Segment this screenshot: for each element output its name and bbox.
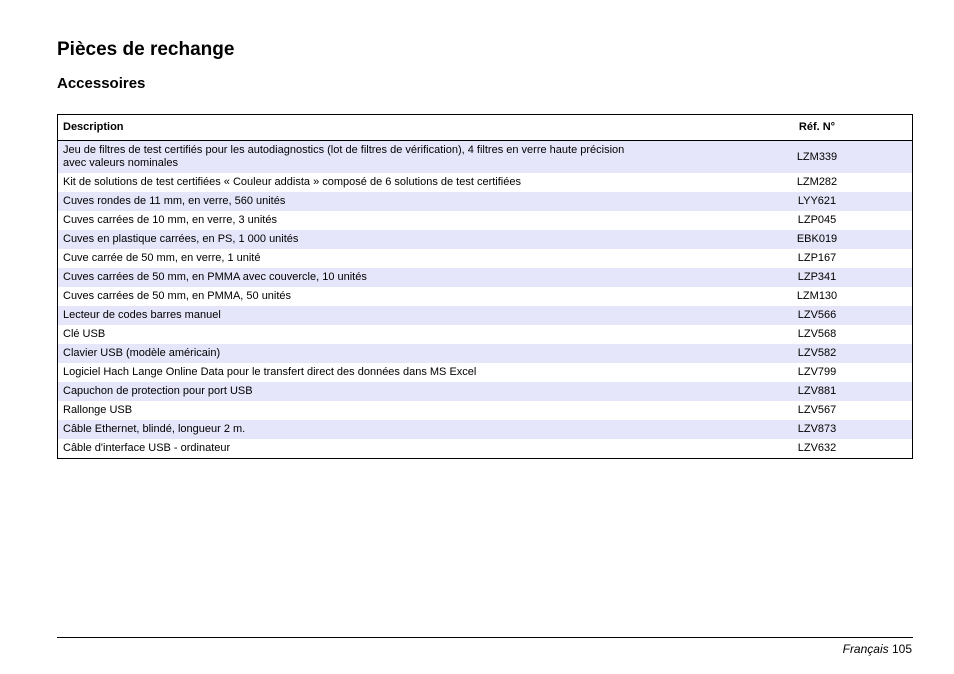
row-description: Câble Ethernet, blindé, longueur 2 m.	[58, 420, 723, 439]
row-ref: LZM282	[722, 173, 913, 192]
table-row	[58, 420, 913, 439]
row-description: Cuves carrées de 10 mm, en verre, 3 unités	[58, 211, 723, 230]
row-ref: LZM130	[722, 287, 913, 306]
column-header-ref: Réf. N°	[722, 115, 913, 141]
table-row	[58, 230, 913, 249]
row-ref: LZV566	[722, 306, 913, 325]
table-row	[58, 439, 913, 459]
table-row	[58, 287, 913, 306]
row-ref: LZV568	[722, 325, 913, 344]
table-row	[58, 268, 913, 287]
row-ref: EBK019	[722, 230, 913, 249]
footer-language: Français	[842, 642, 889, 656]
table-row	[58, 249, 913, 268]
table-row	[58, 344, 913, 363]
row-description: Kit de solutions de test certifiées « Couleur addista » composé de 6 solutions de test certifiées	[58, 173, 723, 192]
row-ref: LZM339	[722, 141, 913, 174]
column-header-description: Description	[58, 115, 723, 141]
row-description: Cuve carrée de 50 mm, en verre, 1 unité	[58, 249, 723, 268]
table-row	[58, 401, 913, 420]
row-ref: LZV632	[722, 439, 913, 459]
row-ref: LZV881	[722, 382, 913, 401]
row-ref: LZV873	[722, 420, 913, 439]
row-ref: LYY621	[722, 192, 913, 211]
table-header-row	[58, 115, 913, 141]
table-row	[58, 192, 913, 211]
table-row	[58, 211, 913, 230]
table-row	[58, 325, 913, 344]
section-title: Accessoires	[57, 75, 146, 92]
row-description: Cuves carrées de 50 mm, en PMMA, 50 unités	[58, 287, 723, 306]
row-description: Cuves carrées de 50 mm, en PMMA avec couvercle, 10 unités	[58, 268, 723, 287]
row-description: Câble d'interface USB - ordinateur	[58, 439, 723, 459]
footer-divider	[57, 637, 913, 638]
footer-page-number: 105	[891, 642, 912, 656]
table-row	[58, 173, 913, 192]
page-footer	[843, 642, 912, 656]
row-description: Logiciel Hach Lange Online Data pour le transfert direct des données dans MS Excel	[58, 363, 723, 382]
table-row	[58, 382, 913, 401]
row-ref: LZP341	[722, 268, 913, 287]
table-row	[58, 306, 913, 325]
accessories-table-wrapper	[57, 114, 913, 459]
row-description: Rallonge USB	[58, 401, 723, 420]
row-ref: LZP045	[722, 211, 913, 230]
row-description: Lecteur de codes barres manuel	[58, 306, 723, 325]
accessories-table	[57, 114, 913, 459]
table-row	[58, 141, 913, 174]
row-description: Cuves en plastique carrées, en PS, 1 000 unités	[58, 230, 723, 249]
row-description: Cuves rondes de 11 mm, en verre, 560 unités	[58, 192, 723, 211]
row-description: Jeu de filtres de test certifiés pour les autodiagnostics (lot de filtres de vérification), 4 filtres en verre haute précision avec valeurs nominales	[58, 141, 723, 174]
page-title: Pièces de rechange	[57, 39, 235, 60]
row-ref: LZP167	[722, 249, 913, 268]
row-ref: LZV799	[722, 363, 913, 382]
row-description: Clé USB	[58, 325, 723, 344]
row-description: Clavier USB (modèle américain)	[58, 344, 723, 363]
row-ref: LZV582	[722, 344, 913, 363]
row-ref: LZV567	[722, 401, 913, 420]
table-row	[58, 363, 913, 382]
row-description: Capuchon de protection pour port USB	[58, 382, 723, 401]
